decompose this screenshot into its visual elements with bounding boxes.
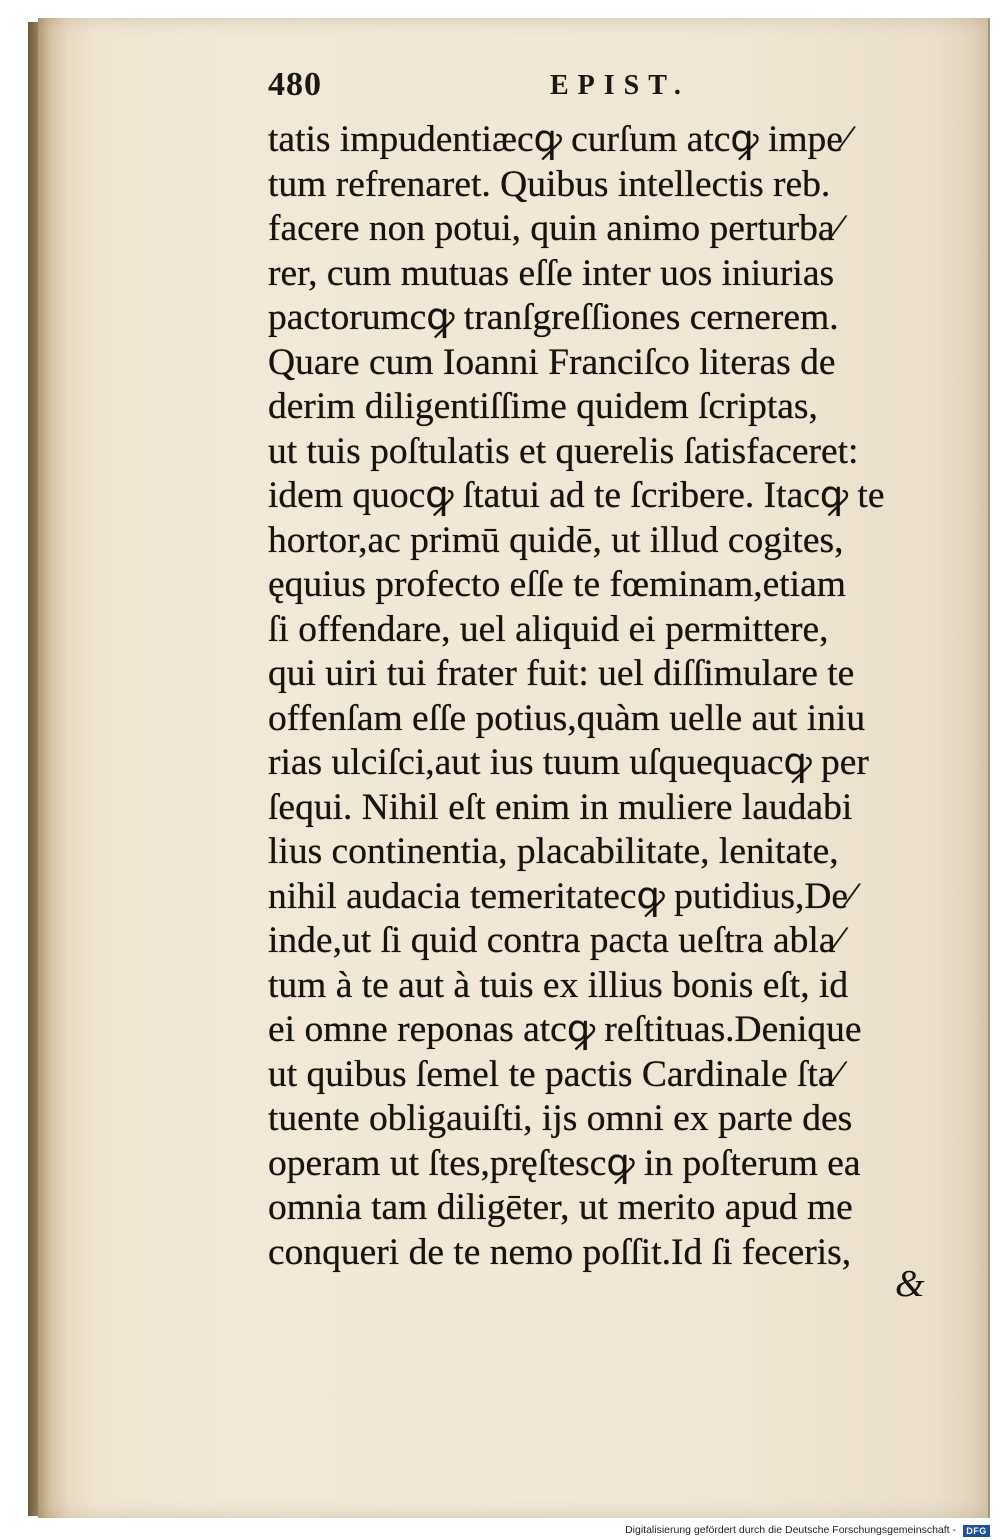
text-line: rias ulciſci,aut ius tuum uſquequacꝙ per (268, 742, 869, 783)
text-line: operam ut ſtes,pręſtescꝙ in poſterum ea (268, 1142, 861, 1184)
text-line: facere non potui, quin animo perturba⁄ (268, 208, 841, 249)
text-line: ut quibus ſemel te pactis Cardinale ſta⁄ (268, 1053, 841, 1095)
text-line: nihil audacia temeritatecꝙ putidius,De⁄ (268, 875, 855, 917)
text-block (268, 118, 948, 1275)
text-line: ęquius profecto eſſe te fœminam,etiam (268, 564, 846, 605)
text-line: Quare cum Ioanni Franciſco literas de (268, 341, 836, 383)
funding-credit: Digitalisierung gefördert durch die Deutsche Forschungsgemeinschaft - (625, 1524, 956, 1536)
dfg-logo-icon: DFG (963, 1525, 990, 1537)
text-line: omnia tam diligēter, ut merito apud me (268, 1187, 853, 1228)
folio-number: 480 (268, 66, 322, 103)
text-line: rer, cum mutuas eſſe inter uos iniurias (268, 252, 835, 294)
page-header (268, 66, 948, 116)
text-line: ut tuis poſtulatis et querelis ſatisfaceret: (268, 430, 859, 472)
text-line: lius continentia, placabilitate, lenitate, (268, 831, 839, 872)
text-line: idem quocꝙ ſtatui ad te ſcribere. Itacꝙ te (268, 475, 885, 516)
text-line: tum à te aut à tuis ex illius bonis eſt, id (268, 964, 849, 1006)
text-line: offenſam eſſe potius,quàm uelle aut iniu (268, 697, 866, 739)
text-line: tatis impudentiæcꝙ curſum atcꝙ impe⁄ (268, 119, 850, 160)
text-line: inde,ut ſi quid contra pacta ueſtra abla⁄ (268, 920, 842, 961)
text-line: pactorumcꝙ tranſgreſſiones cernerem. (268, 297, 839, 338)
text-line: hortor,ac primū quidē, ut illud cogites, (268, 519, 844, 561)
catchword: & (895, 1263, 925, 1305)
running-head: EPIST. (550, 70, 690, 101)
text-line: tum refrenaret. Quibus intellectis reb. (268, 163, 831, 205)
text-line: ei omne reponas atcꝙ reſtituas.Denique (268, 1009, 862, 1050)
text-line: tuente obligauiſti, ijs omni ex parte des (268, 1098, 853, 1139)
text-line: qui uiri tui frater fuit: uel diſſimulare te (268, 653, 855, 694)
text-line: ſi offendare, uel aliquid ei permittere, (268, 608, 829, 650)
text-line: conqueri de te nemo poſſit.Id ſi feceris, (268, 1231, 852, 1273)
text-line: ſequi. Nihil eſt enim in muliere laudabi (268, 786, 853, 828)
text-line: derim diligentiſſime quidem ſcriptas, (268, 386, 818, 427)
